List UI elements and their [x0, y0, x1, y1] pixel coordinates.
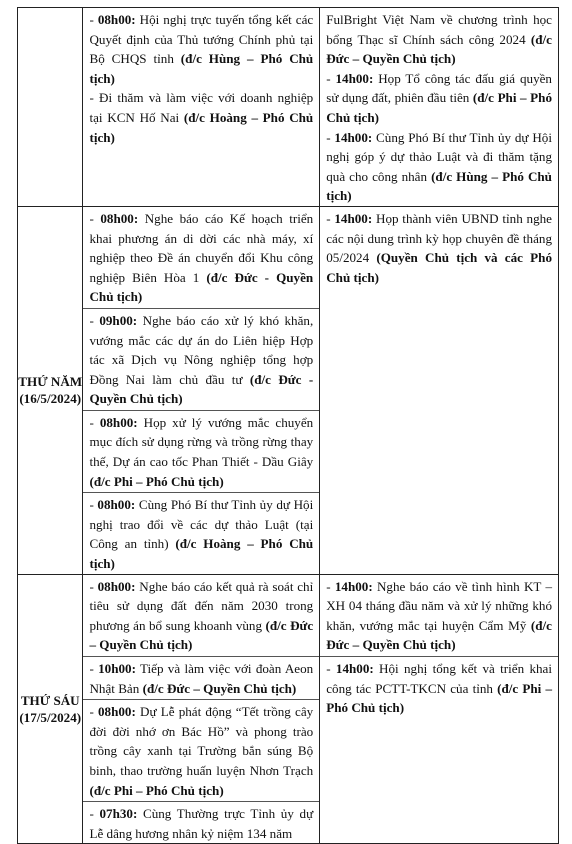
entry-dash: - [89, 90, 100, 106]
morning-cell [83, 574, 320, 844]
entry-divider [83, 656, 319, 658]
entry-text: Nghe báo cáo xử lý khó khăn, vướng mắc các dự án do Liên hiệp Hợp tác xã Dịch vụ Nông nghiệp tổng hợp Đồng Nai làm chủ đầu tư [89, 312, 314, 387]
schedule-entry [89, 10, 313, 88]
entry-dash: - [326, 578, 335, 594]
entry-text: Nghe báo cáo Kế hoạch triển khai phương án di dời các nhà máy, xí nghiệp theo Đề án chuyển đổi Khu công nghiệp Biên Hòa 1 [89, 210, 314, 285]
entry-person: (đ/c Phi – Phó Chủ tịch) [89, 473, 224, 489]
entry-time: 08h00: [97, 578, 136, 594]
entry-divider [83, 492, 319, 494]
schedule-entry [89, 209, 313, 307]
schedule-body [18, 8, 559, 844]
entry-person: (đ/c Đức - Quyền Chủ tịch) [89, 371, 314, 407]
afternoon-cell [320, 574, 559, 844]
schedule-entry [89, 577, 313, 655]
entry-text: Họp thành viên UBND tỉnh nghe các nội dung trình kỳ họp chuyên đề tháng 05/2024 [326, 210, 552, 266]
entry-text: Tiếp và làm việc với đoàn Aeon Nhật Bản [89, 661, 314, 696]
entry-text: FulBright Việt Nam về chương trình học bổng Thạc sĩ Chính sách công 2024 [326, 12, 552, 47]
afternoon-cell [320, 206, 559, 574]
day-cell [18, 574, 83, 844]
entry-person: (đ/c Phi – Phó Chủ tịch) [326, 680, 552, 716]
entry-divider [83, 308, 319, 310]
day-date: (16/5/2024) [19, 391, 82, 407]
entry-dash: - [89, 497, 98, 513]
entry-dash: - [326, 661, 336, 676]
morning-cell [83, 8, 320, 207]
day-name: THỨ NĂM [18, 374, 83, 390]
entry-dash: - [89, 704, 98, 720]
entry-person: (đ/c Đức - Quyền Chủ tịch) [89, 269, 314, 305]
day-date: (17/5/2024) [19, 709, 82, 725]
entry-text: Cùng Thường trực Tỉnh ủy dự Lễ dâng hương nhân kỷ niệm 134 năm [89, 806, 314, 841]
entry-divider [83, 801, 319, 803]
entry-person: (đ/c Đức – Quyền Chủ tịch) [142, 680, 297, 696]
entry-time: 14h00: [335, 661, 374, 676]
entry-divider [320, 656, 558, 658]
entry-time: 08h00: [98, 704, 136, 720]
schedule-row [18, 206, 559, 574]
entry-person: (đ/c Hoàng – Phó Chủ tịch) [89, 536, 314, 572]
schedule-entry [89, 702, 313, 800]
entry-person: (đ/c Hoàng – Phó Chủ tịch) [89, 109, 314, 145]
entry-divider [83, 410, 319, 412]
schedule-entry [89, 659, 313, 698]
entry-divider [83, 699, 319, 701]
schedule-entry [89, 413, 313, 491]
entry-dash: - [89, 661, 99, 676]
entry-dash: - [89, 312, 100, 328]
entry-time: 10h00: [98, 661, 136, 676]
entry-dash: - [326, 70, 336, 86]
entry-text: Hội nghị trực tuyến tổng kết các Quyết định của Thủ tướng Chính phủ tại Bộ CHQS tỉnh [89, 12, 314, 67]
entry-dash: - [326, 210, 335, 226]
entry-dash: - [89, 806, 100, 822]
entry-dash: - [89, 414, 100, 430]
entry-time: 08h00: [97, 497, 136, 513]
day-name: THỨ SÁU [20, 692, 80, 708]
entry-person: (đ/c Hùng – Phó Chủ tịch) [89, 51, 314, 86]
schedule-entry [326, 69, 552, 128]
schedule-entry [89, 311, 313, 409]
schedule-document [17, 7, 559, 844]
schedule-table [17, 7, 559, 844]
entry-text: Hội nghị tổng kết và triển khai công tác PCTT-TKCN của tỉnh [326, 661, 552, 696]
entry-time: 08h00: [99, 414, 138, 430]
entry-time: 14h00: [334, 129, 373, 145]
afternoon-cell [320, 8, 559, 207]
morning-cell [83, 206, 320, 574]
entry-person: (đ/c Phi – Phó Chủ tịch) [89, 782, 224, 798]
schedule-entry [89, 88, 313, 147]
entry-time: 14h00: [334, 578, 373, 594]
schedule-entry [89, 495, 313, 573]
entry-text: Nghe báo cáo kết quả rà soát chỉ tiêu sử dụng đất đến năm 2030 trong phương án bổ sung khoanh vùng [89, 578, 314, 633]
entry-dash: - [89, 12, 98, 27]
entry-text: Đi thăm và làm việc với doanh nghiệp tại KCN Hố Nai [89, 90, 314, 125]
entry-time: 09h00: [99, 312, 138, 328]
day-cell [18, 206, 83, 574]
entry-person: (đ/c Hùng – Phó Chủ tịch) [326, 168, 552, 204]
entry-time: 08h00: [100, 210, 139, 226]
entry-dash: - [326, 129, 335, 145]
schedule-entry [89, 804, 313, 843]
entry-time: 14h00: [334, 210, 373, 226]
entry-person: (đ/c Phi – Phó Chủ tịch) [326, 90, 552, 125]
entry-person: (đ/c Đức – Quyền Chủ tịch) [89, 617, 314, 653]
entry-text: Cùng Phó Bí thư Tỉnh ủy dự Hội nghị trao đổi về các dự thảo Luật (tại Công an tỉnh) [89, 497, 314, 552]
schedule-entry [326, 577, 552, 655]
entry-text: Họp xử lý vướng mắc chuyển mục đích sử dụng rừng và trồng rừng thay thế, Dự án cao tốc Phan Thiết - Dầu Giây [89, 414, 314, 470]
schedule-entry [326, 10, 552, 69]
entry-text: Nghe báo cáo về tình hình KT – XH 04 tháng đầu năm và xử lý những khó khăn, vướng mắc tại huyện Cẩm Mỹ [326, 578, 552, 633]
entry-person: (Quyền Chủ tịch và các Phó Chủ tịch) [326, 250, 552, 285]
day-cell [18, 8, 83, 207]
schedule-entry [326, 209, 552, 287]
entry-text: Dự Lễ phát động “Tết trồng cây đời đời nhớ ơn Bác Hồ” và phong trào trồng cây xanh tại Trường bắn súng Bộ binh, thao trường huấn luyện Nhơn Trạch [89, 704, 314, 778]
schedule-entry [326, 128, 552, 206]
entry-person: (đ/c Đức – Quyền Chủ tịch) [326, 31, 552, 67]
schedule-row [18, 574, 559, 844]
schedule-row [18, 8, 559, 207]
entry-text: Cùng Phó Bí thư Tỉnh ủy dự Hội nghị góp ý dự thảo Luật và đi thăm tặng quà cho công nhân [326, 129, 552, 184]
schedule-entry [326, 659, 552, 718]
entry-text: Họp Tổ công tác đấu giá quyền sử dụng đất, phiên đầu tiên [326, 70, 552, 106]
entry-time: 08h00: [97, 12, 136, 27]
entry-dash: - [89, 210, 101, 226]
entry-person: (đ/c Đức – Quyền Chủ tịch) [326, 617, 552, 653]
entry-dash: - [89, 578, 98, 594]
entry-time: 07h30: [99, 806, 138, 822]
entry-time: 14h00: [335, 70, 374, 86]
